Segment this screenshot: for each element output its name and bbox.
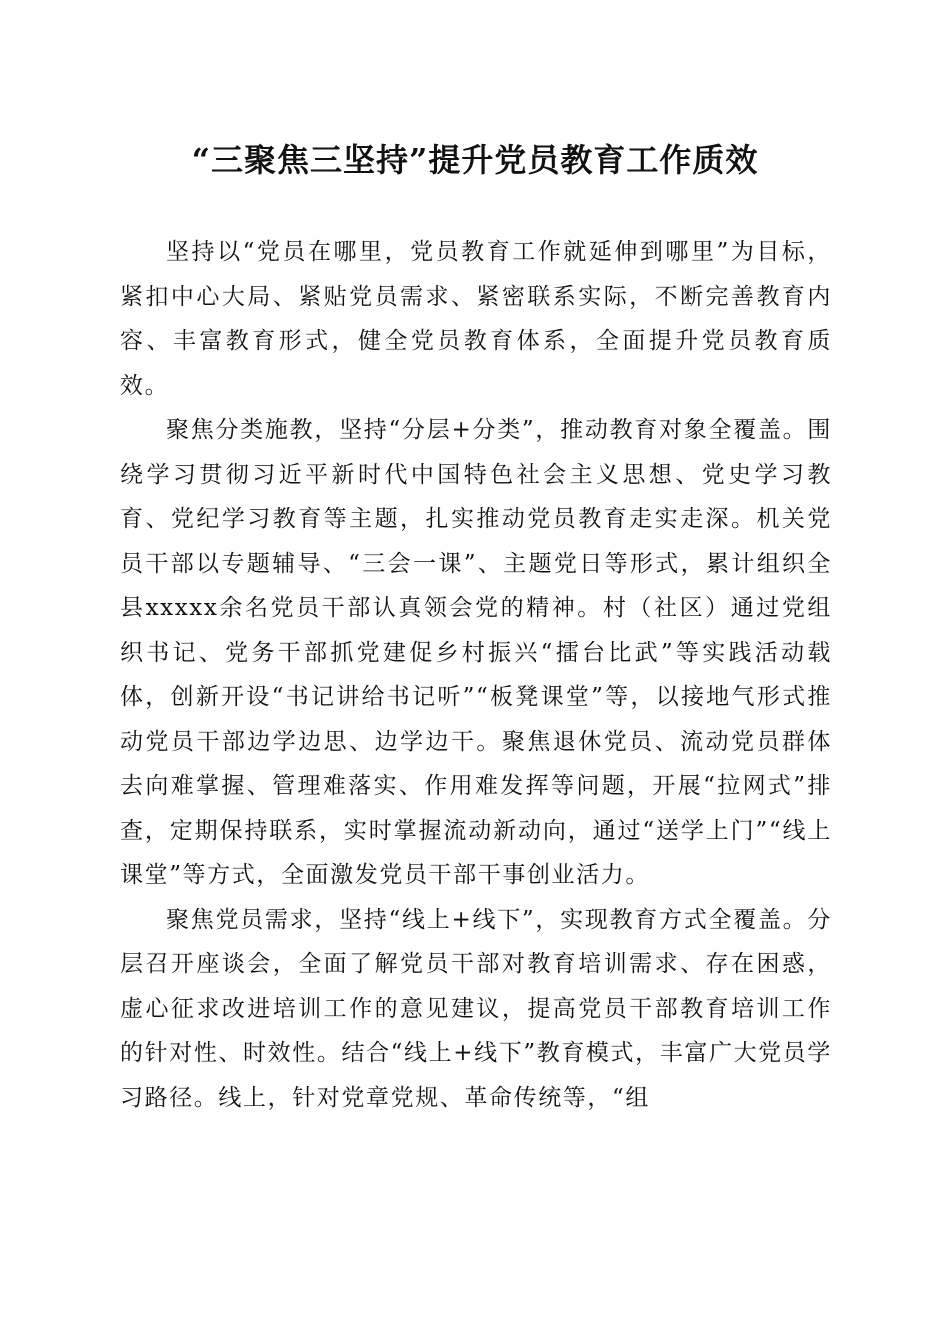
document-title: “三聚焦三坚持”提升党员教育工作质效 (191, 141, 759, 179)
paragraph-member-needs: 聚焦党员需求，坚持“线上+线下”，实现教育方式全覆盖。分层召开座谈会，全面了解党员干部对教育培训需求、存在困惑，虚心征求改进培训工作的意见建议，提高党员干部教育培训工作的针对性、时效性。结合“线上+线下”教育模式，丰富广大党员学习路径。线上，针对党章党规、革命传统等，“组 (120, 906, 832, 1111)
document-body (120, 230, 832, 1120)
paragraph-intro: 坚持以“党员在哪里，党员教育工作就延伸到哪里”为目标，紧扣中心大局、紧贴党员需求、紧密联系实际，不断完善教育内容、丰富教育形式，健全党员教育体系，全面提升党员教育质效。 (120, 239, 832, 399)
paragraph-classified-teaching: 聚焦分类施教，坚持“分层+分类”，推动教育对象全覆盖。围绕学习贯彻习近平新时代中国特色社会主义思想、党史学习教育、党纪学习教育等主题，扎实推动党员教育走实走深。机关党员干部以专题辅导、“三会一课”、主题党日等形式，累计组织全县xxxxx余名党员干部认真领会党的精神。村（社区）通过党组织书记、党务干部抓党建促乡村振兴“擂台比武”等实践活动载体，创新开设“书记讲给书记听”“板凳课堂”等，以接地气形式推动党员干部边学边思、边学边干。聚焦退休党员、流动党员群体去向难掌握、管理难落实、作用难发挥等问题，开展“拉网式”排查，定期保持联系，实时掌握流动新动向，通过“送学上门”“线上课堂”等方式，全面激发党员干部干事创业活力。 (120, 417, 832, 888)
